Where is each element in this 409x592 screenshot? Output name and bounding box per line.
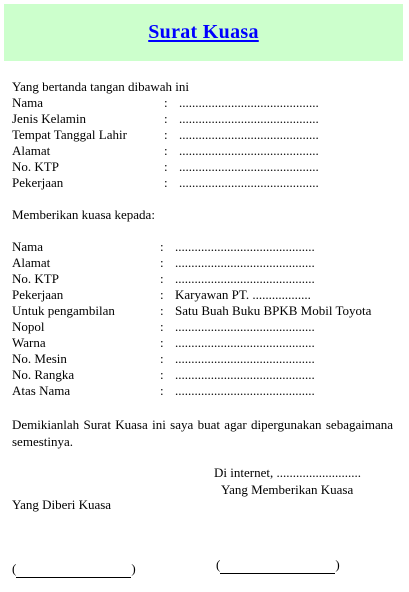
grantor-field-nama: Nama : ........................................... bbox=[12, 95, 319, 110]
grantor-field-tempat-tanggal-lahir: Tempat Tanggal Lahir : ........................................... bbox=[12, 127, 319, 142]
grantor-field-no-ktp: No. KTP : ........................................... bbox=[12, 159, 319, 174]
grantor-signer-label: Yang Memberikan Kuasa bbox=[221, 482, 354, 497]
grant-intro-text: Memberikan kuasa kepada: bbox=[12, 207, 155, 222]
grantor-field-pekerjaan: Pekerjaan : ........................................... bbox=[12, 175, 319, 190]
grantee-signer-label: Yang Diberi Kuasa bbox=[12, 497, 112, 512]
grantee-field-no-rangka: No. Rangka : ........................................... bbox=[12, 367, 315, 382]
grantee-field-nopol: Nopol : ........................................... bbox=[12, 319, 315, 334]
grantee-field-no-ktp: No. KTP : ........................................... bbox=[12, 271, 315, 286]
grantor-field-alamat: Alamat : ........................................... bbox=[12, 143, 319, 158]
title-banner bbox=[4, 4, 403, 61]
grantee-field-atas-nama: Atas Nama : ........................................... bbox=[12, 383, 315, 398]
document-title: Surat Kuasa bbox=[148, 21, 259, 43]
grantee-field-pekerjaan: Pekerjaan : Karyawan PT. .................. bbox=[12, 287, 311, 302]
intro-text: Yang bertanda tangan dibawah ini bbox=[12, 79, 190, 94]
grantor-field-jenis-kelamin: Jenis Kelamin : ........................................... bbox=[12, 111, 319, 126]
grantee-field-no-mesin: No. Mesin : ........................................... bbox=[12, 351, 315, 366]
grantee-field-warna: Warna : ........................................... bbox=[12, 335, 315, 350]
place-date: Di internet, .......................... bbox=[214, 465, 361, 480]
grantee-signature-blank bbox=[16, 561, 131, 578]
closing-paragraph: Demikianlah Surat Kuasa ini saya buat agar dipergunakan sebagaimana semestinya. bbox=[12, 417, 393, 449]
grantee-field-alamat: Alamat : ........................................... bbox=[12, 255, 315, 270]
grantor-signature-blank bbox=[220, 557, 335, 574]
grantor-signature-line: ( ) bbox=[216, 557, 340, 572]
grantee-field-nama: Nama : ........................................... bbox=[12, 239, 315, 254]
grantee-field-untuk-pengambilan: Untuk pengambilan : Satu Buah Buku BPKB Mobil Toyota bbox=[12, 303, 372, 318]
grantee-signature-line: ( ) bbox=[12, 561, 136, 576]
